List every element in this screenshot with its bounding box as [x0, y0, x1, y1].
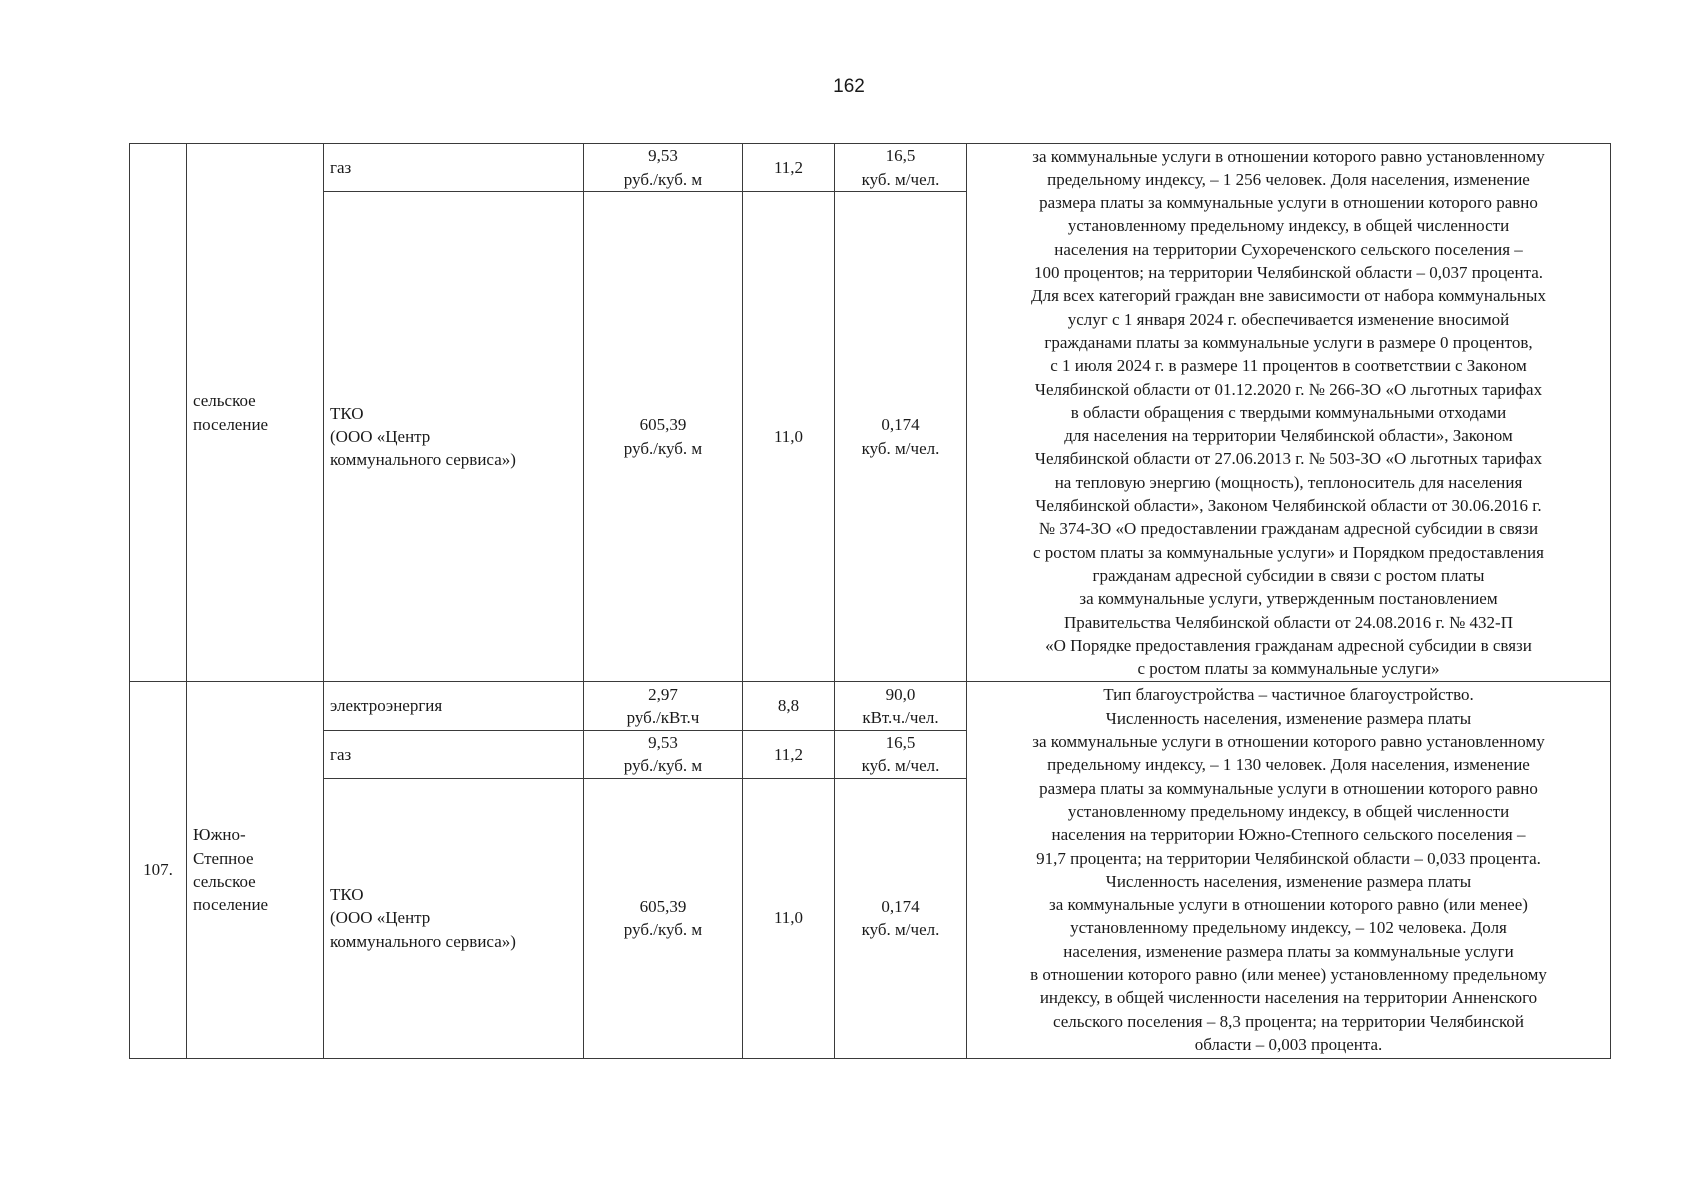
- description-line: индексу, в общей численности населения на территории Анненского: [1039, 988, 1538, 1008]
- description-line: за коммунальные услуги в отношении которого равно установленному: [1032, 732, 1545, 752]
- description-line: за коммунальные услуги в отношении которого равно (или менее): [1049, 895, 1528, 915]
- description-line: № 374-ЗО «О предоставлении гражданам адресной субсидии в связи: [1038, 519, 1539, 539]
- description-line: населения на территории Южно-Степного сельского поселения –: [1051, 825, 1526, 845]
- volume-unit: кВт.ч./чел.: [862, 708, 939, 727]
- tariff-cell: [584, 778, 743, 1058]
- volume-unit: куб. м/чел.: [861, 438, 940, 458]
- description-cell: [967, 144, 1611, 682]
- service-name-line: (ООО «Центр: [330, 426, 431, 446]
- service-name-line: электроэнергия: [330, 696, 443, 716]
- description-line: «О Порядке предоставления гражданам адресной субсидии в связи: [1045, 635, 1532, 655]
- service-name-line: коммунального сервиса»): [330, 450, 516, 470]
- description-line: предельному индексу, – 1 130 человек. Доля населения, изменение: [1047, 755, 1530, 775]
- volume-cell: [835, 778, 967, 1058]
- service-name-cell: [324, 778, 584, 1058]
- description-line: 100 процентов; на территории Челябинской области – 0,037 процента.: [1033, 263, 1544, 283]
- tariff-unit: руб./куб. м: [623, 169, 703, 189]
- description-line: в отношении которого равно (или менее) установленному предельному: [1030, 964, 1547, 984]
- description-line: Численность населения, изменение размера платы: [1105, 871, 1472, 891]
- index-cell: 11,2: [743, 144, 835, 192]
- table-row: [130, 144, 1611, 192]
- tariff-value: 605,39: [639, 415, 687, 435]
- description-line: в области обращения с твердыми коммунальными отходами: [1070, 402, 1507, 422]
- volume-value: 16,5: [885, 146, 916, 166]
- page-number: 162: [833, 76, 865, 97]
- description-line: населения на территории Сухореченского сельского поселения –: [1054, 239, 1523, 259]
- description-line: Численность населения, изменение размера платы: [1105, 708, 1472, 728]
- description-line: Правительства Челябинской области от 24.08.2016 г. № 432-П: [1063, 612, 1513, 632]
- tariff-table: [129, 143, 1611, 1059]
- description-line: Челябинской области от 27.06.2013 г. № 503-ЗО «О льготных тарифах: [1034, 449, 1543, 469]
- description-line: установленному предельному индексу, в общей численности: [1067, 801, 1510, 821]
- settlement-name-line: поселение: [193, 895, 269, 915]
- description-line: 91,7 процента; на территории Челябинской области – 0,033 процента.: [1036, 848, 1541, 868]
- description-line: с 1 июля 2024 г. в размере 11 процентов в соответствии с Законом: [1050, 356, 1527, 376]
- volume-cell: [835, 144, 967, 192]
- description-line: установленному предельному индексу, – 102 человека. Доля: [1070, 918, 1507, 938]
- tariff-value: 2,97: [648, 684, 678, 704]
- description-line: предельному индексу, – 1 256 человек. Доля населения, изменение: [1047, 169, 1530, 189]
- tariff-cell: [584, 731, 743, 779]
- volume-cell: [835, 731, 967, 779]
- volume-value: 16,5: [885, 733, 916, 752]
- tariff-value: 605,39: [639, 896, 687, 916]
- service-name-line: газ: [330, 744, 352, 764]
- volume-unit: куб. м/чел.: [861, 756, 940, 776]
- volume-unit: куб. м/чел.: [861, 169, 940, 189]
- description-line: за коммунальные услуги в отношении которого равно установленному: [1032, 146, 1545, 166]
- description-line: размера платы за коммунальные услуги в отношении которого равно: [1039, 193, 1538, 213]
- service-name-line: ТКО: [330, 403, 364, 423]
- settlement-name-cell: [187, 144, 324, 682]
- index-cell: 11,0: [743, 778, 835, 1058]
- settlement-name-cell: [187, 682, 324, 1059]
- description-line: услуг с 1 января 2024 г. обеспечивается изменение вносимой: [1067, 309, 1510, 329]
- description-line: области – 0,003 процента.: [1194, 1034, 1383, 1054]
- description-line: гражданами платы за коммунальные услуги в размере 0 процентов,: [1044, 332, 1533, 352]
- description-line: с ростом платы за коммунальные услуги»: [1137, 659, 1440, 679]
- index-cell: 8,8: [743, 682, 835, 731]
- description-line: Челябинской области от 01.12.2020 г. № 266-ЗО «О льготных тарифах: [1034, 379, 1543, 399]
- service-name-cell: [324, 682, 584, 731]
- service-name-line: газ: [330, 157, 352, 177]
- settlement-name-line: поселение: [193, 414, 269, 434]
- description-line: сельского поселения – 8,3 процента; на территории Челябинской: [1052, 1011, 1525, 1031]
- index-cell: 11,2: [743, 731, 835, 779]
- index-cell: 11,0: [743, 192, 835, 682]
- description-line: Тип благоустройства – частичное благоустройство.: [1103, 685, 1474, 705]
- tariff-cell: [584, 144, 743, 192]
- tariff-value: 9,53: [648, 146, 678, 166]
- description-line: за коммунальные услуги, утвержденным постановлением: [1079, 589, 1498, 609]
- tariff-cell: [584, 682, 743, 731]
- tariff-cell: [584, 192, 743, 682]
- service-name-cell: [324, 144, 584, 192]
- description-line: Для всех категорий граждан вне зависимости от набора коммунальных: [1031, 286, 1546, 306]
- description-line: установленному предельному индексу, в общей численности: [1067, 216, 1510, 236]
- description-line: на тепловую энергию (мощность), теплоноситель для населения: [1054, 472, 1523, 492]
- description-line: Челябинской области», Законом Челябинской области от 30.06.2016 г.: [1035, 496, 1542, 516]
- description-line: с ростом платы за коммунальные услуги» и Порядком предоставления: [1033, 542, 1544, 562]
- description-line: для населения на территории Челябинской области», Законом: [1064, 426, 1513, 446]
- description-line: населения, изменение размера платы за коммунальные услуги: [1063, 941, 1514, 961]
- volume-cell: [835, 682, 967, 731]
- row-number-cell: 107.: [130, 682, 187, 1059]
- description-line: размера платы за коммунальные услуги в отношении которого равно: [1039, 778, 1538, 798]
- volume-value: 0,174: [881, 415, 920, 435]
- settlement-name-line: сельское: [193, 871, 256, 891]
- volume-cell: [835, 192, 967, 682]
- service-name-cell: [324, 192, 584, 682]
- table-row: [130, 682, 1611, 731]
- service-name-line: коммунального сервиса»): [330, 931, 516, 951]
- volume-value: 90,0: [885, 684, 916, 704]
- tariff-unit: руб./куб. м: [623, 438, 703, 458]
- service-name-line: (ООО «Центр: [330, 908, 431, 928]
- description-cell: [967, 682, 1611, 1059]
- description-line: гражданам адресной субсидии в связи с ростом платы: [1092, 565, 1485, 585]
- volume-value: 0,174: [881, 896, 920, 916]
- tariff-unit: руб./куб. м: [623, 920, 703, 940]
- service-name-cell: [324, 731, 584, 779]
- settlement-name-line: Южно-: [193, 825, 246, 845]
- tariff-value: 9,53: [648, 733, 678, 752]
- service-name-line: ТКО: [330, 885, 364, 905]
- volume-unit: куб. м/чел.: [861, 920, 940, 940]
- tariff-unit: руб./кВт.ч: [626, 708, 700, 727]
- settlement-name-line: сельское: [193, 391, 256, 411]
- settlement-name-line: Степное: [193, 848, 254, 868]
- row-number-cell: [130, 144, 187, 682]
- tariff-unit: руб./куб. м: [623, 756, 703, 776]
